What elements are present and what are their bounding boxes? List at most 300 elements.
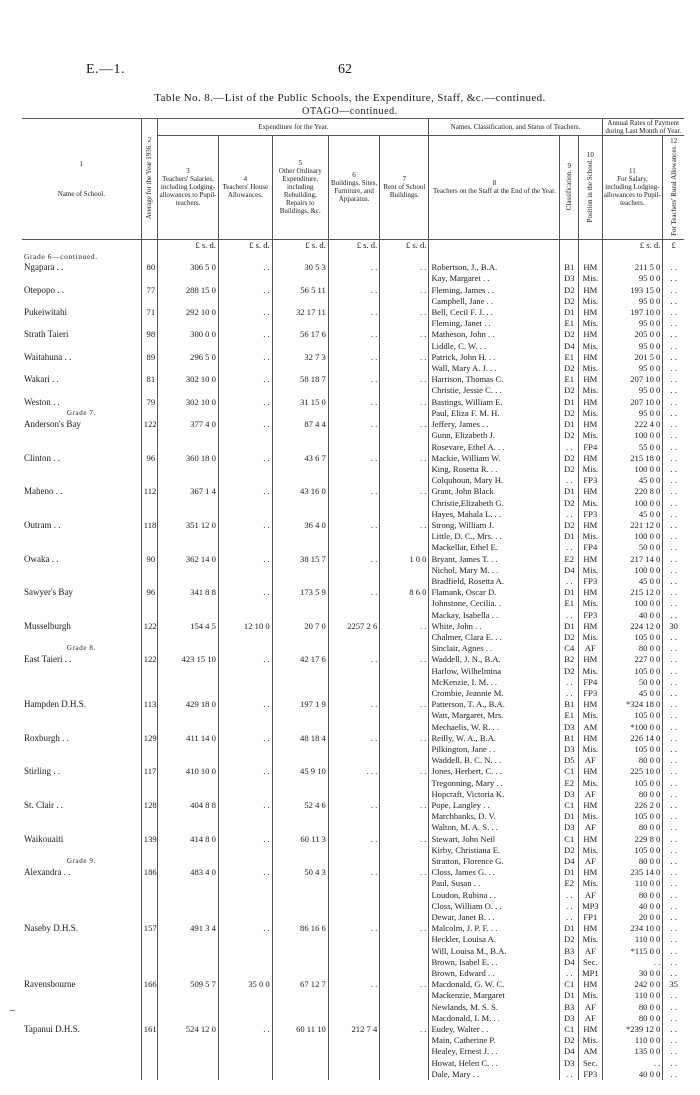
teacher-classification: B1 [560,262,579,273]
school-name [22,744,141,755]
buildings-expenditure [328,341,379,352]
school-name [22,475,141,486]
average-attendance: 80 [141,262,157,273]
salary-rate: 95 0 0 [602,363,663,374]
teacher-name: Howat, Helen C. . . [429,1058,560,1069]
teacher-classification: D2 [560,1035,579,1046]
house-allowances [218,408,272,419]
school-name [22,710,141,721]
table-row [22,610,684,621]
teacher-classification: D2 [560,363,579,374]
other-expenditure [272,755,328,766]
teacher-classification: C1 [560,800,579,811]
average-attendance [141,778,157,789]
table-row [22,475,684,486]
other-expenditure: 173 5 9 [272,587,328,598]
buildings-expenditure: . . [328,554,379,565]
teacher-name: Pope, Langley . . [429,800,560,811]
salary-rate: 80 0 0 [602,822,663,833]
table-row [22,800,684,811]
school-name: Wakari . . [24,374,59,385]
buildings-expenditure: . . [328,867,379,878]
rent-expenditure [380,498,429,509]
rural-allowance: . . [663,408,684,419]
house-allowances [218,778,272,789]
average-attendance [141,677,157,688]
house-allowances [218,509,272,520]
house-allowances [218,1058,272,1069]
rent-expenditure: . . [380,766,429,777]
teachers-salaries [158,598,219,609]
rent-expenditure [380,1013,429,1024]
buildings-expenditure [328,968,379,979]
house-allowances [218,643,272,654]
position-header [579,136,602,240]
salary-rate: 55 0 0 [602,442,663,453]
teacher-position: Sec. [579,1058,602,1069]
average-attendance [141,789,157,800]
table-row [22,722,684,733]
rent-expenditure [380,341,429,352]
teacher-name: Kirby, Christiana E. [429,845,560,856]
teacher-name: Colquhoun, Mary H. [429,475,560,486]
teacher-position: AF [579,946,602,957]
house-allowances [218,722,272,733]
buildings-expenditure: 2257 2 6 [328,621,379,632]
rent-expenditure [380,1002,429,1013]
teacher-position: HM [579,262,602,273]
col1-number: 1 [79,159,84,168]
teacher-classification: D1 [560,621,579,632]
rent-header-text: Rent of School Buildings. [383,183,426,200]
teacher-position: FP4 [579,677,602,688]
rural-allowance: . . [663,565,684,576]
teacher-classification: D1 [560,486,579,497]
other-expenditure [272,789,328,800]
rent-expenditure [380,464,429,475]
salary-rate: 95 0 0 [602,273,663,284]
rent-expenditure: . . [380,307,429,318]
teacher-classification: D2 [560,329,579,340]
teachers-salaries: 300 0 0 [158,329,219,340]
buildings-expenditure [328,509,379,520]
teacher-classification: . . [560,968,579,979]
buildings-expenditure: 212 7 4 [328,1024,379,1035]
table-row [22,565,684,576]
rent-expenditure: . . [380,867,429,878]
buildings-expenditure [328,1013,379,1024]
teacher-position: HM [579,923,602,934]
rent-expenditure: . . [380,979,429,990]
average-attendance [141,385,157,396]
house-allowances: . . [218,654,272,665]
buildings-expenditure [328,1069,379,1080]
teacher-name: Macdonald, I. M. . . [429,1013,560,1024]
teacher-name: Walton, M. A. S. . . [429,822,560,833]
salary-rate: 110 0 0 [602,934,663,945]
buildings-expenditure [328,990,379,1001]
school-name [22,677,141,688]
table-row [22,385,684,396]
school-name [22,464,141,475]
salary-rate: 80 0 0 [602,1013,663,1024]
salary-rate: 207 10 0 [602,374,663,385]
rent-expenditure: . . [380,352,429,363]
teachers-salaries [158,531,219,542]
buildings-expenditure [328,890,379,901]
buildings-expenditure [328,811,379,822]
rent-expenditure [380,722,429,733]
house-allowances [218,498,272,509]
house-allowances: . . [218,453,272,464]
rent-expenditure [380,677,429,688]
teacher-position: FP3 [579,509,602,520]
teacher-classification: . . [560,442,579,453]
school-name: Grade 6—continued. [24,252,98,262]
currency-label: £ [663,239,684,251]
rural-allowance: . . [663,285,684,296]
average-attendance [141,1058,157,1069]
salary-rate [602,251,663,262]
teachers-salaries [158,710,219,721]
other-expenditure [272,822,328,833]
average-attendance [141,341,157,352]
other-expenditure [272,878,328,889]
house-allowances [218,598,272,609]
table-row [22,453,684,464]
buildings-expenditure [328,688,379,699]
salary-rate: 95 0 0 [602,408,663,419]
other-expenditure [272,610,328,621]
table-row [22,1035,684,1046]
buildings-expenditure [328,475,379,486]
teacher-classification: . . [560,912,579,923]
teachers-salaries [158,408,219,419]
salary-rate: 45 0 0 [602,509,663,520]
teacher-name: Fleming, James . . [429,285,560,296]
currency-blank [579,239,602,251]
teachers-salaries [158,430,219,441]
buildings-expenditure: . . [328,654,379,665]
buildings-expenditure [328,822,379,833]
salary-rate: *239 12 0 [602,1024,663,1035]
rural-allowance: . . [663,385,684,396]
house-allowances [218,430,272,441]
teacher-classification: D5 [560,755,579,766]
margin-mark: – [10,1005,15,1016]
rent-expenditure [380,1046,429,1057]
grade-heading-row [22,408,684,419]
teacher-name: Healey, Ernest J. . . [429,1046,560,1057]
school-name [22,430,141,441]
table-row [22,811,684,822]
other-expenditure: 50 4 3 [272,867,328,878]
average-attendance [141,610,157,621]
other-expenditure [272,901,328,912]
teacher-name: McKenzie, I. M. . . [429,677,560,688]
rural-allowance: . . [663,990,684,1001]
salary-rate: 227 0 0 [602,654,663,665]
teacher-name: Nichol, Mary M. . . [429,565,560,576]
average-attendance: 128 [141,800,157,811]
other-expenditure [272,946,328,957]
salary-rate: 135 0 0 [602,1046,663,1057]
buildings-expenditure [328,542,379,553]
salary-rate: 226 14 0 [602,733,663,744]
house-allowances [218,251,272,262]
teacher-classification: . . [560,475,579,486]
other-expenditure [272,251,328,262]
rent-expenditure [380,408,429,419]
teachers-salaries [158,677,219,688]
other-header-text: Other Ordinary Expenditure, including Rebuilding, Repairs to Buildings, &c. [278,167,322,216]
teachers-salaries: 411 14 0 [158,733,219,744]
average-attendance [141,957,157,968]
rent-expenditure: . . [380,1024,429,1035]
table-body [22,239,684,1080]
rent-expenditure [380,755,429,766]
rural-allowance: . . [663,554,684,565]
teacher-name: Hayes, Mahala L. . . [429,509,560,520]
teacher-position: HM [579,587,602,598]
average-attendance [141,755,157,766]
teachers-salaries [158,1058,219,1069]
school-name [22,934,141,945]
teacher-classification: D1 [560,811,579,822]
teacher-name: Waddell, J. N., B.A. [429,654,560,665]
rural-allowance: . . [663,878,684,889]
other-expenditure [272,856,328,867]
teachers-salaries [158,341,219,352]
teachers-salaries: 351 12 0 [158,520,219,531]
school-name [22,845,141,856]
teacher-name: Hopcraft, Victoria K. [429,789,560,800]
buildings-expenditure [328,643,379,654]
house-allowances: . . [218,329,272,340]
teacher-name: Matheson, John . . [429,329,560,340]
school-name: Tapanui D.H.S. [24,1024,80,1035]
school-name [22,811,141,822]
other-expenditure [272,811,328,822]
rural-allowance: . . [663,912,684,923]
other-expenditure [272,1069,328,1080]
salary-rate: . . [602,957,663,968]
school-name [22,1046,141,1057]
teacher-position: AM [579,1046,602,1057]
rural-allowance: . . [663,273,684,284]
teacher-name: Mechaelis, W. R. . . [429,722,560,733]
rural-allowance: . . [663,598,684,609]
house-allowances: . . [218,397,272,408]
rent-expenditure [380,878,429,889]
currency-label: £ s. d. [328,239,379,251]
teacher-name: Eudey, Walter . . [429,1024,560,1035]
rural-allowance: . . [663,610,684,621]
table-row [22,666,684,677]
rural-allowance: . . [663,856,684,867]
teacher-name: Mackie, William W. [429,453,560,464]
school-name: Stirling . . [24,766,61,777]
teachers-header-text: Teachers on the Staff at the End of the Year. [433,187,556,196]
buildings-header [328,136,379,240]
teacher-classification: D1 [560,923,579,934]
buildings-expenditure [328,598,379,609]
school-name [22,498,141,509]
salary-rate: 80 0 0 [602,856,663,867]
col2-number: 2 [147,136,152,145]
teacher-position: Mis. [579,744,602,755]
average-attendance: 129 [141,733,157,744]
average-attendance [141,744,157,755]
school-name: Waikouaiti [24,833,64,844]
teacher-position: Mis. [579,385,602,396]
average-attendance [141,1035,157,1046]
teacher-classification: . . [560,890,579,901]
teacher-position: Mis. [579,565,602,576]
buildings-expenditure: . . [328,352,379,363]
buildings-expenditure [328,856,379,867]
teacher-position: Mis. [579,990,602,1001]
average-attendance [141,1046,157,1057]
buildings-expenditure [328,957,379,968]
teacher-name: Christie,Elizabeth G. [429,498,560,509]
school-name: Naseby D.H.S. [24,923,78,934]
salary-rate: 105 0 0 [602,632,663,643]
teachers-salaries [158,363,219,374]
house-allowances: . . [218,1024,272,1035]
buildings-expenditure: . . [328,285,379,296]
rural-allowance: . . [663,666,684,677]
other-expenditure: 52 4 6 [272,800,328,811]
rural-allowance: . . [663,509,684,520]
school-name [22,957,141,968]
school-name [22,296,141,307]
teacher-position: Mis. [579,318,602,329]
school-name: Sawyer's Bay [24,587,73,598]
currency-blank [22,239,141,251]
buildings-expenditure [328,755,379,766]
teacher-name: Little, D. C., Mrs. . . [429,531,560,542]
teacher-classification: D3 [560,789,579,800]
salary-rate: 201 5 0 [602,352,663,363]
rent-expenditure [380,610,429,621]
teachers-salaries: 341 8 8 [158,587,219,598]
rent-expenditure [380,363,429,374]
table-row [22,1046,684,1057]
teacher-name: Tregonning, Mary . . [429,778,560,789]
teacher-classification: E1 [560,318,579,329]
house-allowances: . . [218,587,272,598]
salary-rate: 105 0 0 [602,744,663,755]
teacher-classification: D1 [560,587,579,598]
table-row [22,923,684,934]
table-row [22,285,684,296]
teacher-name: Stewart, John Neil [429,834,560,845]
teacher-name: Bell, Cecil F. J. . . [429,307,560,318]
teacher-name: Mackellar, Ethel E. [429,542,560,553]
teachers-salaries [158,901,219,912]
teacher-classification: D2 [560,296,579,307]
house-allowances [218,755,272,766]
teacher-position: HM [579,520,602,531]
house-header [218,136,272,240]
teacher-name: Gunn, Elizabeth J. [429,430,560,441]
house-allowances [218,542,272,553]
other-expenditure: 56 5 11 [272,285,328,296]
salary-rate: 80 0 0 [602,643,663,654]
teacher-position: HM [579,621,602,632]
other-expenditure [272,643,328,654]
house-allowances [218,946,272,957]
salary-rate: *324 18 0 [602,699,663,710]
rural-allowance: . . [663,1069,684,1080]
teachers-salaries [158,778,219,789]
teacher-classification: C1 [560,1024,579,1035]
school-name [22,385,141,396]
teacher-position: HM [579,419,602,430]
buildings-expenditure [328,273,379,284]
table-row [22,576,684,587]
teacher-classification: E1 [560,374,579,385]
salary-rate: 100 0 0 [602,464,663,475]
average-attendance [141,890,157,901]
table-row [22,778,684,789]
teachers-salaries: 404 8 8 [158,800,219,811]
teacher-classification: D4 [560,856,579,867]
house-allowances: . . [218,800,272,811]
house-allowances [218,341,272,352]
rural-allowance: . . [663,464,684,475]
teacher-classification: D2 [560,430,579,441]
table-row [22,901,684,912]
table-row [22,1024,684,1035]
teachers-salaries [158,643,219,654]
teacher-classification: D2 [560,666,579,677]
house-allowances [218,878,272,889]
teachers-salaries [158,845,219,856]
salary-rate: 95 0 0 [602,341,663,352]
rural-allowance: . . [663,643,684,654]
house-allowances [218,901,272,912]
school-name [22,1069,141,1080]
rent-expenditure [380,643,429,654]
teachers-salaries [158,755,219,766]
teacher-position: HM [579,766,602,777]
average-attendance [141,273,157,284]
average-attendance [141,442,157,453]
teacher-name: Will, Louisa M., B.A. [429,946,560,957]
teacher-name: Johnstone, Cecilia. . [429,598,560,609]
other-expenditure [272,677,328,688]
teacher-classification: D2 [560,453,579,464]
average-attendance [141,845,157,856]
buildings-expenditure [328,1002,379,1013]
rural-allowance: . . [663,789,684,800]
salary-rate: 30 0 0 [602,968,663,979]
house-allowances: . . [218,867,272,878]
teacher-position: FP4 [579,542,602,553]
teachers-salaries: 491 3 4 [158,923,219,934]
teacher-position: MP3 [579,901,602,912]
rent-expenditure: . . [380,285,429,296]
buildings-expenditure: . . [328,979,379,990]
school-name: Alexandra . . [24,867,71,878]
teacher-classification: D1 [560,307,579,318]
teacher-classification: . . [560,610,579,621]
teacher-classification: D3 [560,722,579,733]
table-row [22,946,684,957]
other-expenditure [272,990,328,1001]
